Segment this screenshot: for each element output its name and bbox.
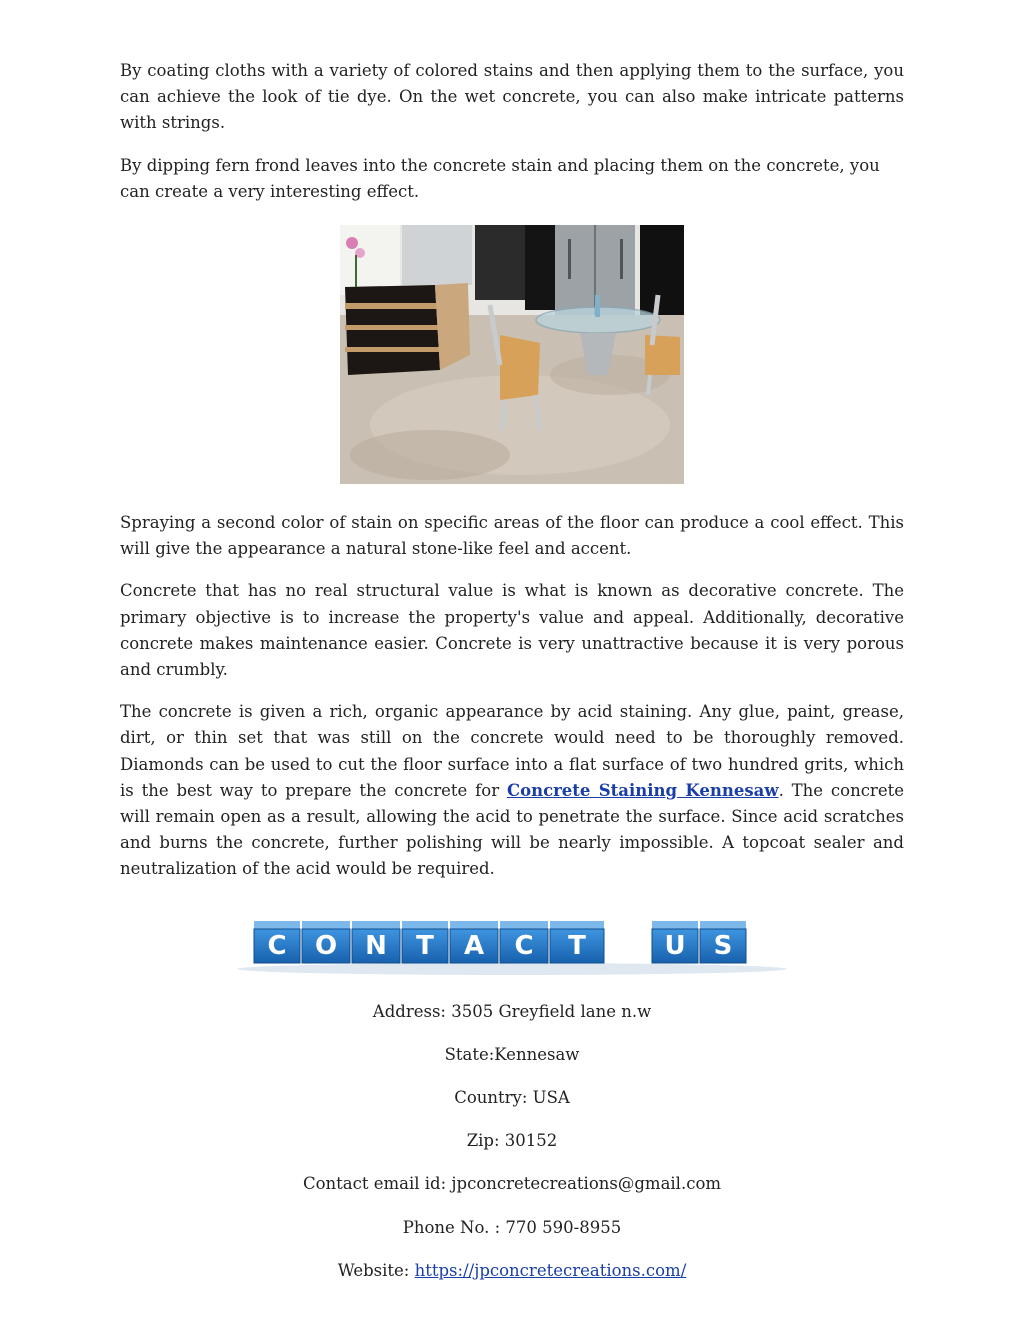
letter-cube-c-5 xyxy=(500,921,548,963)
letter-cube-a-4 xyxy=(450,921,498,963)
letter-cube-c-0 xyxy=(254,921,300,963)
cube-letter: C xyxy=(267,930,287,961)
email-line: Contact email id: jpconcretecreations@gmail.com xyxy=(302,1174,722,1194)
paragraph-tie-dye: By coating cloths with a variety of colored stains and then applying them to the surface, you can achieve the look of tie dye. On the wet concrete, you can also make intricate patterns with strings. xyxy=(120,61,904,133)
cube-letter: T xyxy=(568,930,586,961)
paragraph-decorative: Concrete that has no real structural value is what is known as decorative concrete. The primary objective is to increase the property's value and appeal. Additionally, decorative concrete makes maintenance easier. Concrete is very unattractive because it is very porous and crumbly. xyxy=(120,581,904,680)
paragraph-fern: By dipping fern frond leaves into the concrete stain and placing them on the concrete, you can create a very interesting effect. xyxy=(120,155,880,201)
cube-letter: T xyxy=(416,930,434,961)
acid-text-before: The concrete is given a rich, organic appearance by acid staining. Any glue, paint, grease, dirt, or thin set that was still on the concrete would need to be thoroughly removed. Diamonds can be used to cut the floor surface into a flat surface of two hundred grits, which is the best way to prepare the concrete for xyxy=(120,702,904,800)
website-label: Website: xyxy=(337,1260,415,1280)
cube-letter: N xyxy=(365,930,387,961)
contact-us-banner xyxy=(232,913,792,977)
website-link[interactable]: https://jpconcretecreations.com/ xyxy=(414,1260,687,1280)
paragraph-acid-staining xyxy=(120,699,904,882)
letter-cube-t-6 xyxy=(550,921,604,963)
concrete-staining-kennesaw-link[interactable]: Concrete Staining Kennesaw xyxy=(506,780,779,800)
address-line: Address: 3505 Greyfield lane n.w xyxy=(372,1001,652,1021)
letter-cube-n-2 xyxy=(352,921,400,963)
cube-letter: O xyxy=(314,930,338,961)
cube-letter: S xyxy=(713,930,733,961)
country-line: Country: USA xyxy=(454,1088,570,1108)
letter-cube-o-1 xyxy=(302,921,350,963)
cube-letter: C xyxy=(514,930,534,961)
letter-cube-s-8 xyxy=(700,921,746,963)
cube-letter: A xyxy=(463,930,485,961)
contact-info xyxy=(120,999,904,1284)
paragraph-second-color: Spraying a second color of stain on specific areas of the floor can produce a cool effect. This will give the appearance a natural stone-like feel and accent. xyxy=(120,513,904,559)
document-page xyxy=(120,58,904,1301)
cube-letter: U xyxy=(664,930,686,961)
acid-text-after: . The concrete will remain open as a result, allowing the acid to penetrate the surface. Since acid scratches and burns the concrete, further polishing will be nearly impossible. A topcoat sealer and neutralization of the acid would be required. xyxy=(120,780,904,879)
zip-line: Zip: 30152 xyxy=(466,1131,558,1151)
phone-line: Phone No. : 770 590-8955 xyxy=(402,1217,622,1237)
state-line: State:Kennesaw xyxy=(444,1044,580,1064)
website-line xyxy=(120,1258,904,1284)
letter-cube-u-7 xyxy=(652,921,698,963)
letter-cube-t-3 xyxy=(402,921,448,963)
kitchen-floor-photo xyxy=(340,225,684,484)
